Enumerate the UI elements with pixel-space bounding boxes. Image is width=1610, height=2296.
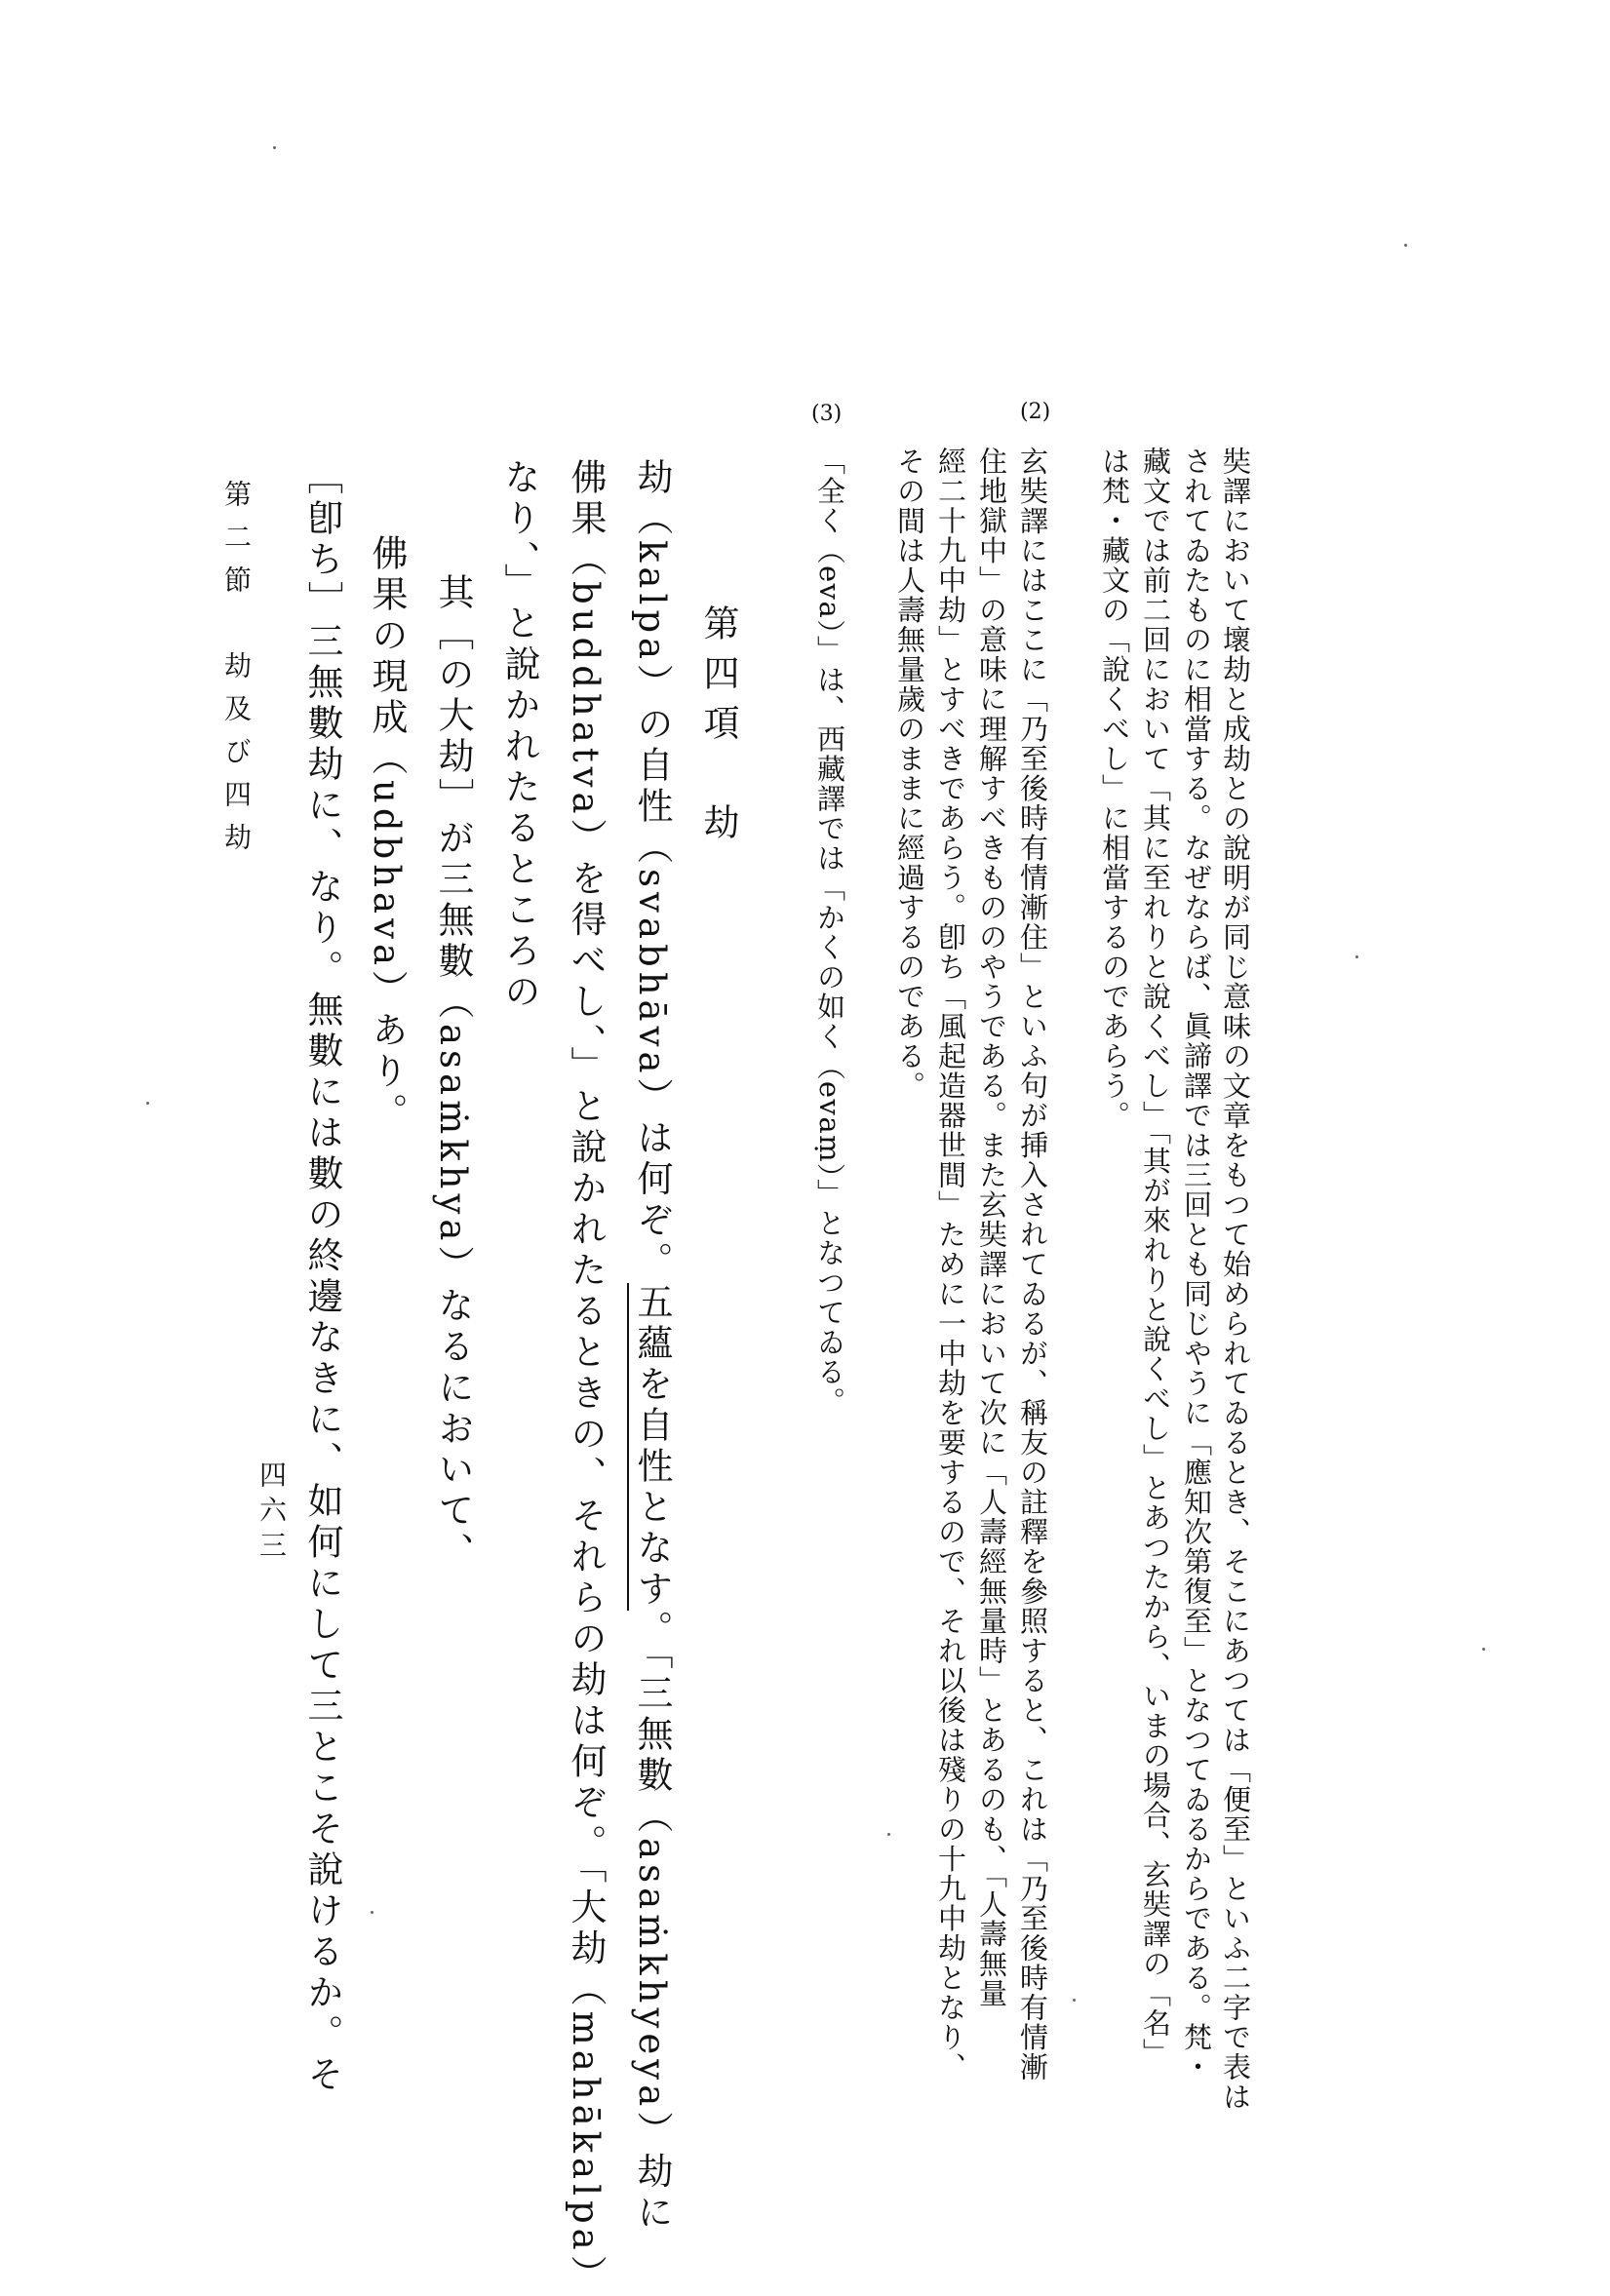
main-line: ［卽ち］三無數劫に、なり。無數には數の終邊なきに、如何にして三とこそ說けるか。そ [301,458,343,2096]
note-marker-3: (3) [811,402,843,426]
scan-speck [1482,1648,1485,1651]
underlined-phrase: 五蘊を自性となす [627,1283,673,1611]
main-line: なり、」と說かれたるところの [498,458,540,1014]
note-line: されてゐたものに相當する。なぜならば、眞諦譯では三回とも同じやうに「應知次第復至」となつてゐるからである。梵・ [1180,447,1213,2082]
scan-speck [1355,955,1358,958]
scan-speck [371,1911,373,1914]
note-line: 「全く（eva）」は、西藏譯では「かくの如く（evaṃ）」となつてゐる。 [813,447,846,1418]
main-line [631,458,673,2235]
note-line: 住地獄中」の意味に理解すべきもののやうである。また玄奘譯において次に「人壽經無量時」とあるのも、「人壽無量 [975,447,1008,2008]
verse-line: 佛果の現成（udbhava）あり。 [366,534,408,1135]
note-line: 奘譯において壞劫と成劫との說明が同じ意味の文章をもつて始められてゐるとき、そこにあつては「便至」といふ二字で表は [1219,447,1252,2112]
note-line: は梵・藏文の「說くべし」に相當するのであらう。 [1098,447,1131,1131]
running-head: 第二節 劫及び四劫 [220,480,253,866]
main-text-run: 劫（kalpa）の自性（svabhāva）は何ぞ。 [631,458,673,1283]
note-line: 玄奘譯にはここに「乃至後時有情漸住」といふ句が挿入されてゐるが、稱友の註釋を參照すると、これは「乃至後時有情漸 [1016,447,1049,2082]
main-text-run: 。「三無數（asaṁkhyeya）劫に [631,1610,673,2235]
scan-speck [273,146,276,149]
page-number: 四六三 [255,1460,288,1566]
note-line: 藏文では前二回において「其に至れりと說くべし」「其が來れりと說くべし」とあつたから、いまの場合、玄奘譯の「名」 [1139,447,1172,2068]
scan-speck [1404,244,1407,247]
scan-speck [146,1102,149,1105]
section-heading: 第四項 劫 [697,604,739,853]
scan-speck [1073,1999,1076,2002]
note-marker-2: (2) [1020,400,1051,424]
main-line: 佛果（buddhatva）を得べし、」と說かれたるときの、それらの劫は何ぞ。「大劫（mahākalpa） [565,458,607,2296]
note-line: 經二十九中劫」とすべきであらう。卽ち「風起造器世間」ために一中劫を要するので、それ以後は殘りの十九中劫となり、 [934,447,967,2082]
verse-line: 其［の大劫］が三無數（asaṁkhya）なるにおいて、 [432,573,474,1574]
scan-speck [887,1833,890,1836]
note-line: その間は人壽無量歲のままに經過するのである。 [893,447,926,1101]
